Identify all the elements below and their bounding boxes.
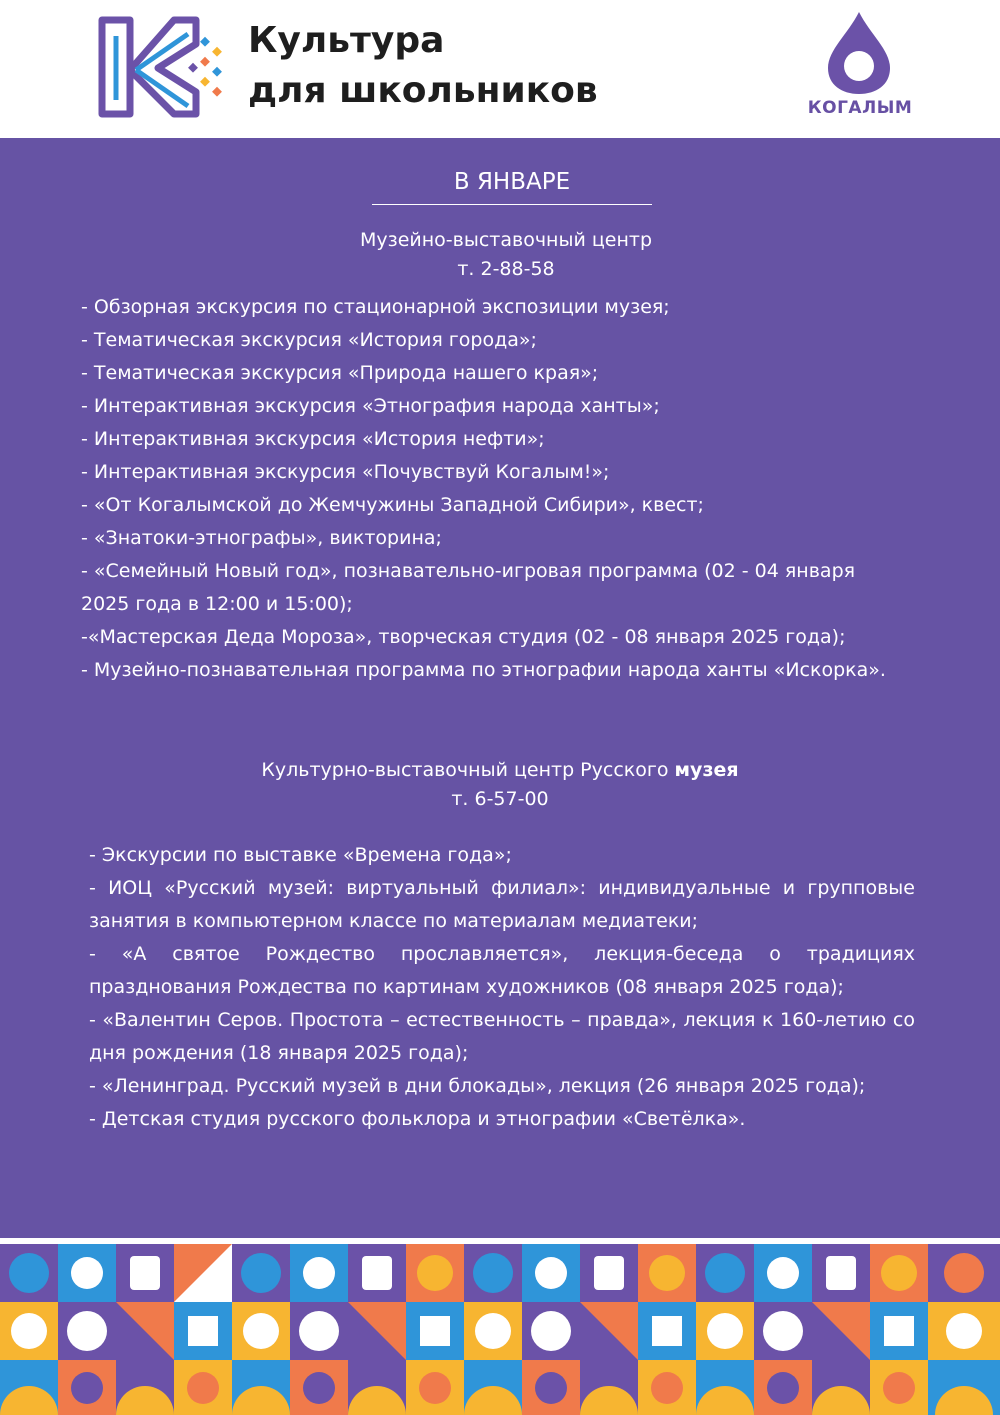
brand-line-1: Культура [248, 20, 445, 61]
list-item: - Тематическая экскурсия «История города»; [81, 329, 537, 351]
list-item: - Интерактивная экскурсия «Почувствуй Когалым!»; [81, 461, 610, 483]
kogalym-drop-icon [826, 10, 892, 96]
decorative-pattern [0, 1238, 1000, 1415]
list-item: - ИОЦ «Русский музей: виртуальный филиал»: индивидуальные и групповые занятия в компьютерном классе по материалам медиатеки; [89, 877, 915, 932]
list-item: - «Знатоки-этнографы», викторина; [81, 527, 442, 549]
page-title: В ЯНВАРЕ [453, 169, 571, 195]
list-item: - Экскурсии по выставке «Времена года»; [89, 844, 512, 866]
venue-name [0, 756, 1000, 785]
venue-name-text: Культурно-выставочный центр Русского [261, 759, 675, 781]
venue-phone: т. 6-57-00 [451, 788, 549, 810]
list-item: - Интерактивная экскурсия «Этнография народа ханты»; [81, 395, 660, 417]
venue-museum-center [6, 226, 1000, 284]
list-item: - Обзорная экскурсия по стационарной экспозиции музея; [81, 296, 670, 318]
header [0, 0, 1000, 138]
venue-name: Музейно-выставочный центр [359, 229, 653, 251]
title-underline [372, 204, 652, 205]
venue-museum-program-list [81, 291, 886, 687]
list-item: - «Ленинград. Русский музей в дни блокады», лекция (26 января 2025 года); [89, 1075, 866, 1097]
venue-name-bold: музея [674, 759, 739, 781]
list-item: - Музейно-познавательная программа по этнографии народа ханты «Искорка». [81, 659, 886, 681]
list-item: -«Мастерская Деда Мороза», творческая студия (02 - 08 января 2025 года); [81, 626, 846, 648]
list-item: - Тематическая экскурсия «Природа нашего края»; [81, 362, 599, 384]
culture-logo-icon [92, 14, 232, 120]
list-item: - «А святое Рождество прославляется», лекция-беседа о традициях празднования Рождества по картинам художников (08 января 2025 года); [89, 943, 915, 998]
list-item: - «Семейный Новый год», познавательно-игровая программа (02 - 04 января 2025 года в 12:00 и 15:00); [81, 560, 856, 615]
brand-line-2: для школьников [248, 70, 598, 111]
list-item: - «Валентин Серов. Простота – естественность – правда», лекция к 160-летию со дня рождения (18 января 2025 года); [89, 1009, 915, 1064]
list-item: - Детская студия русского фольклора и этнографии «Светёлка». [89, 1108, 746, 1130]
venue-russian-museum-program-list [89, 839, 915, 1136]
kogalym-logo-text: КОГАЛЫМ [807, 98, 913, 118]
venue-russian-museum-center [0, 756, 1000, 814]
list-item: - «От Когалымской до Жемчужины Западной Сибири», квест; [81, 494, 704, 516]
content-panel [0, 138, 1000, 1238]
list-item: - Интерактивная экскурсия «История нефти»; [81, 428, 545, 450]
brand-title [248, 16, 598, 116]
venue-phone: т. 2-88-58 [457, 258, 555, 280]
